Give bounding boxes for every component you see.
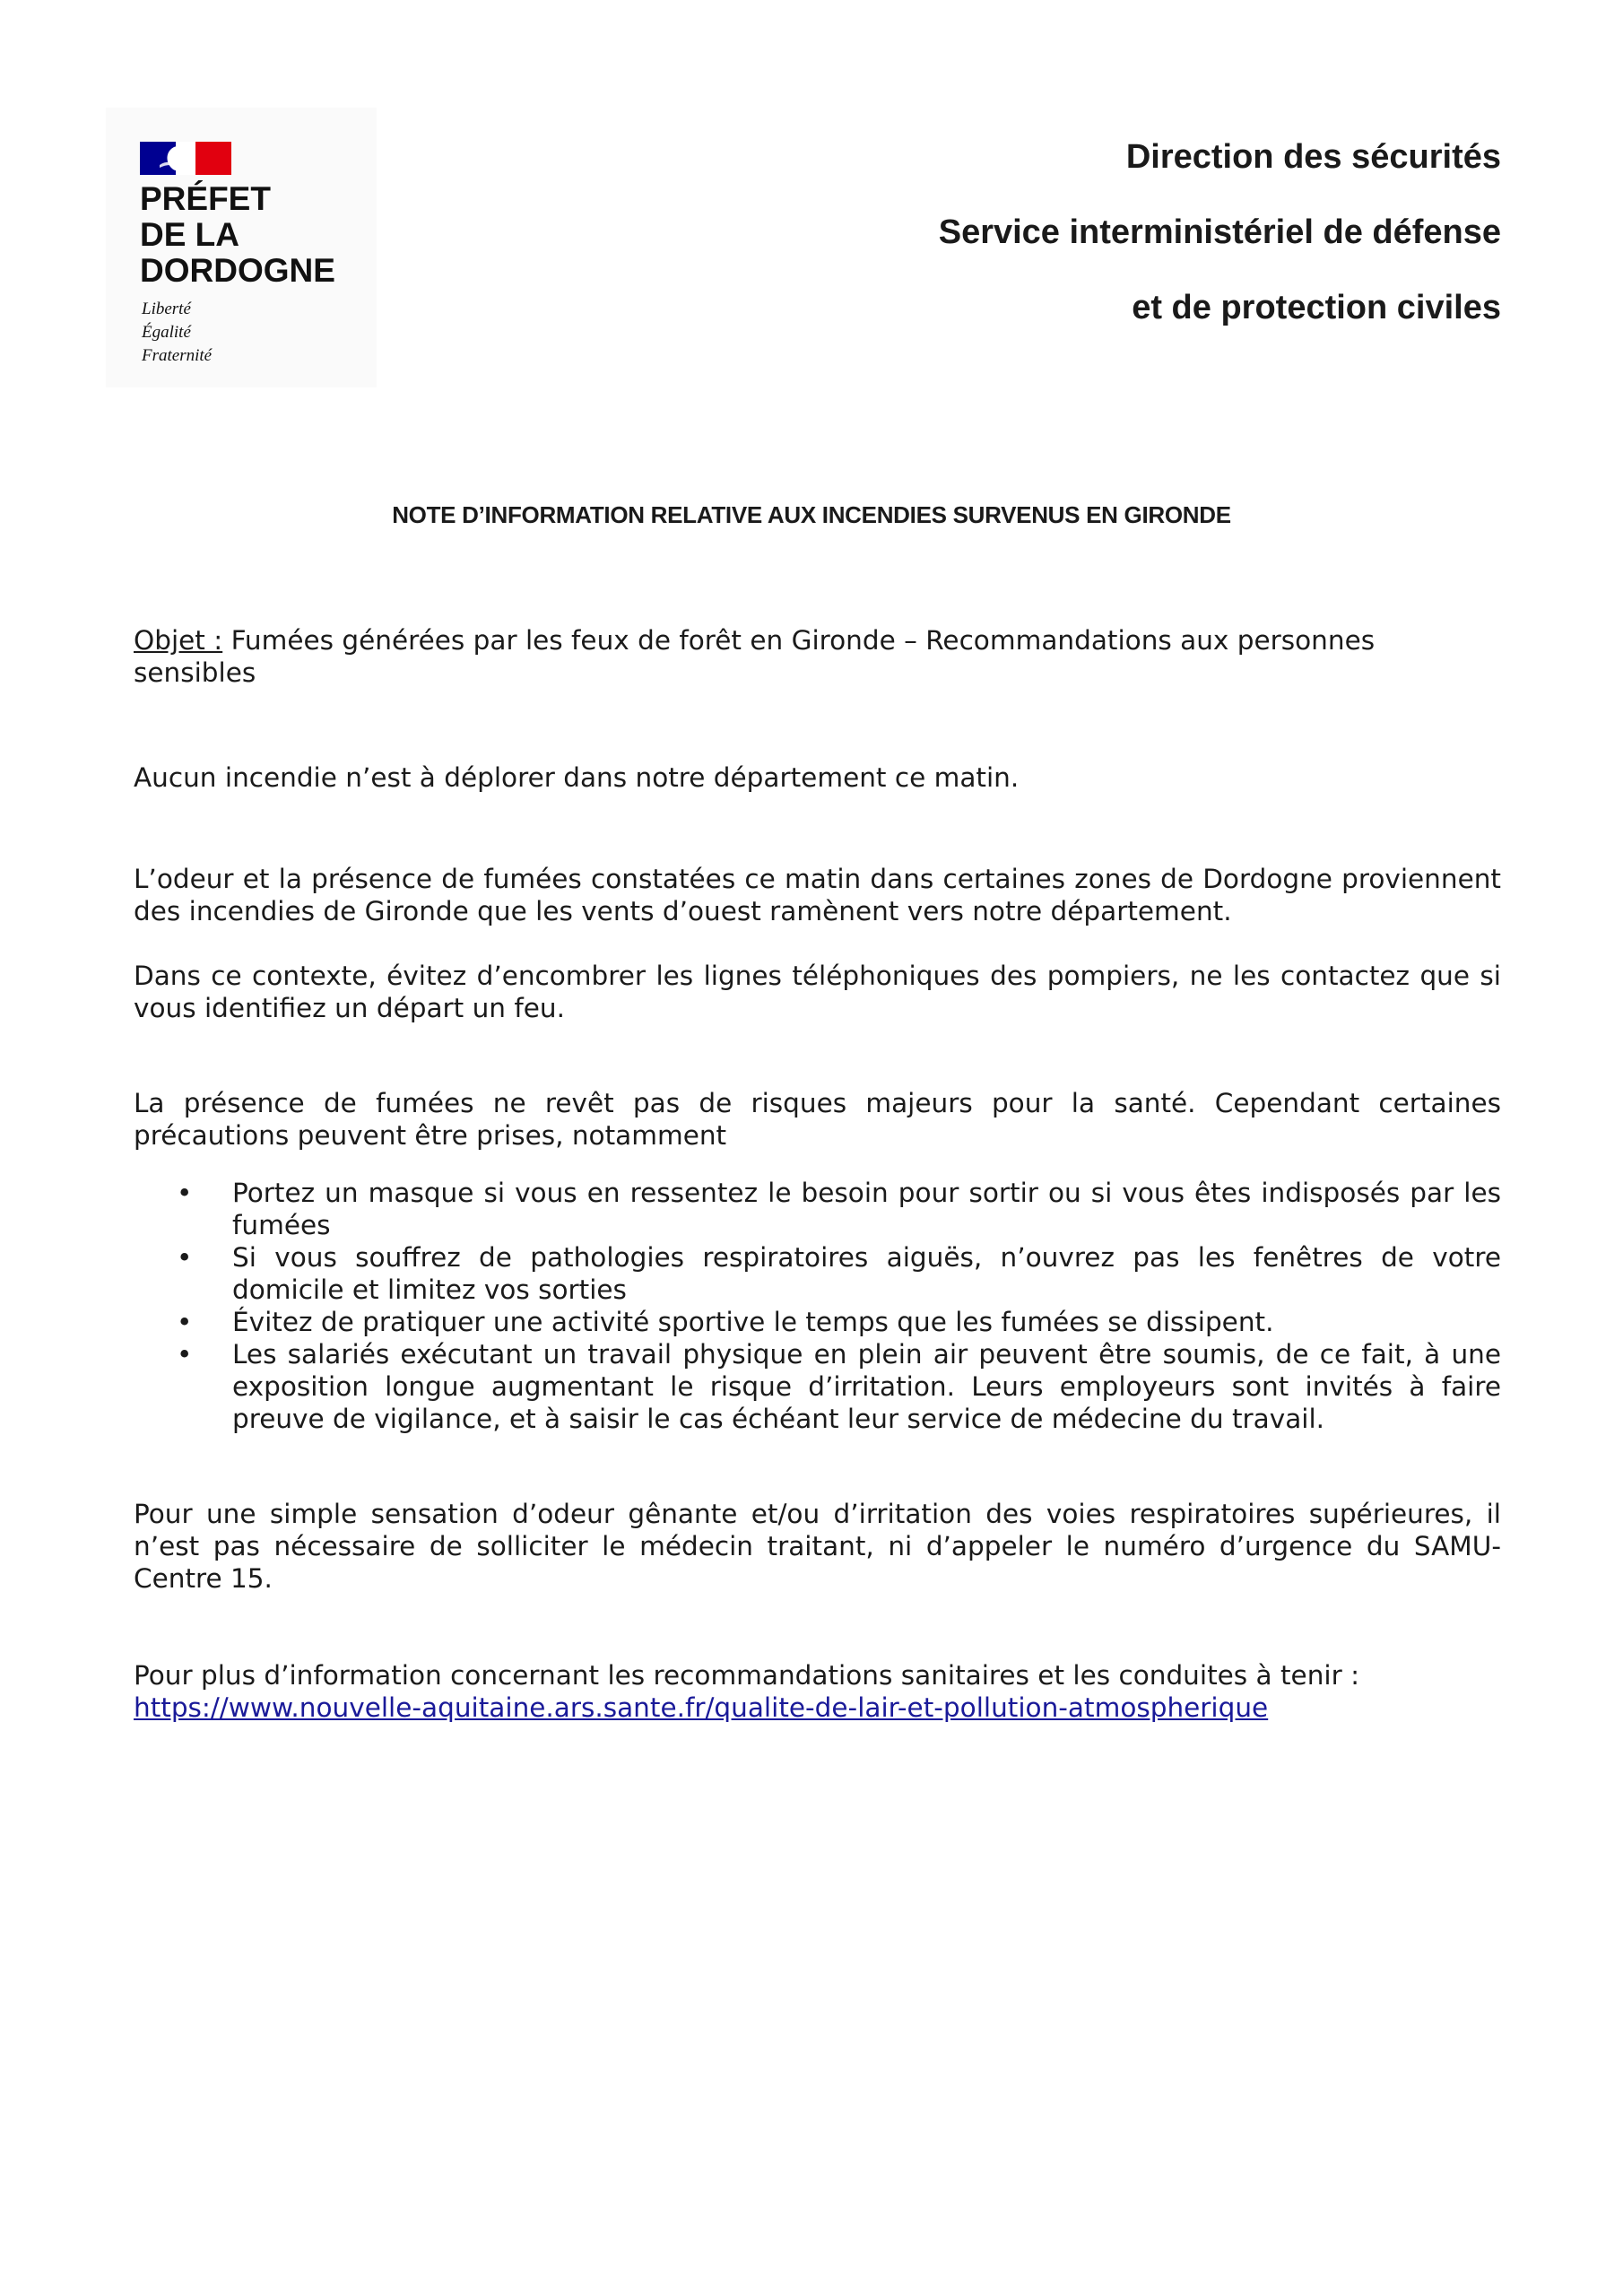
recommendations-list: [134, 1177, 1501, 1435]
paragraph-no-fire: Aucun incendie n’est à déplorer dans notre département ce matin.: [134, 762, 1020, 793]
logo-motto-liberte: Liberté: [142, 300, 191, 318]
bullet-icon: •: [177, 1339, 193, 1370]
bullet-icon: •: [177, 1178, 193, 1208]
paragraph-more-info: [134, 1659, 1501, 1724]
bullet-icon: •: [177, 1242, 193, 1273]
logo-name-line3: DORDOGNE: [140, 252, 335, 289]
objet-paragraph: [134, 624, 1501, 689]
list-item: [134, 1177, 1501, 1241]
department-header: [694, 133, 1501, 359]
prefecture-logo: [106, 108, 377, 387]
logo-motto-egalite: Égalité: [142, 323, 191, 342]
logo-name-line2: DE LA: [140, 216, 239, 253]
list-item-text: Les salariés exécutant un travail physique en plein air peuvent être soumis, de ce fait, à une exposition longue augmentant le risque d’irritation. Leurs employeurs sont invités à faire preuve de vigilance, et à saisir le cas échéant leur service de médecine du travail.: [232, 1339, 1501, 1434]
paragraph-smoke-origin: L’odeur et la présence de fumées constatées ce matin dans certaines zones de Dordogne proviennent des incendies de Gironde que les vents d’ouest ramènent vers notre département.: [134, 864, 1501, 926]
logo-motto-fraternite: Fraternité: [142, 346, 213, 365]
bullet-icon: •: [177, 1307, 193, 1337]
list-item: [134, 1306, 1501, 1338]
paragraph-phone-lines: Dans ce contexte, évitez d’encombrer les lignes téléphoniques des pompiers, ne les contactez que si vous identifiez un départ un feu.: [134, 961, 1501, 1023]
logo-name: [140, 181, 335, 289]
list-item: [134, 1241, 1501, 1306]
more-info-text: Pour plus d’information concernant les recommandations sanitaires et les conduites à tenir :: [134, 1660, 1360, 1691]
header-line3: et de protection civiles: [1132, 289, 1501, 326]
header-line1: Direction des sécurités: [1125, 138, 1501, 176]
header-line2: Service interministériel de défense: [938, 213, 1501, 251]
list-item-text: Portez un masque si vous en ressentez le besoin pour sortir ou si vous êtes indisposés par les fumées: [232, 1178, 1501, 1240]
paragraph-precautions: La présence de fumées ne revêt pas de risques majeurs pour la santé. Cependant certaines précautions peuvent être prises, notamment: [134, 1088, 1501, 1151]
list-item: [134, 1338, 1501, 1435]
page-title: NOTE D’INFORMATION RELATIVE AUX INCENDIES SURVENUS EN GIRONDE: [392, 501, 1231, 528]
ars-link[interactable]: https://www.nouvelle-aquitaine.ars.sante.fr/qualite-de-lair-et-pollution-atmospherique: [134, 1692, 1269, 1723]
marianne-flag-icon: [140, 142, 231, 175]
logo-name-line1: PRÉFET: [140, 180, 271, 217]
paragraph-samu: Pour une simple sensation d’odeur gênante et/ou d’irritation des voies respiratoires supérieures, il n’est pas nécessaire de solliciter le médecin traitant, ni d’appeler le numéro d’urgence du SAMU-Centre 15.: [134, 1499, 1501, 1594]
objet-label: Objet :: [134, 625, 223, 656]
list-item-text: Évitez de pratiquer une activité sportive le temps que les fumées se dissipent.: [232, 1307, 1274, 1337]
list-item-text: Si vous souffrez de pathologies respiratoires aiguës, n’ouvrez pas les fenêtres de votre domicile et limitez vos sorties: [232, 1242, 1501, 1305]
objet-text: Fumées générées par les feux de forêt en Gironde – Recommandations aux personnes sensibles: [134, 625, 1376, 688]
logo-motto: [142, 298, 212, 368]
